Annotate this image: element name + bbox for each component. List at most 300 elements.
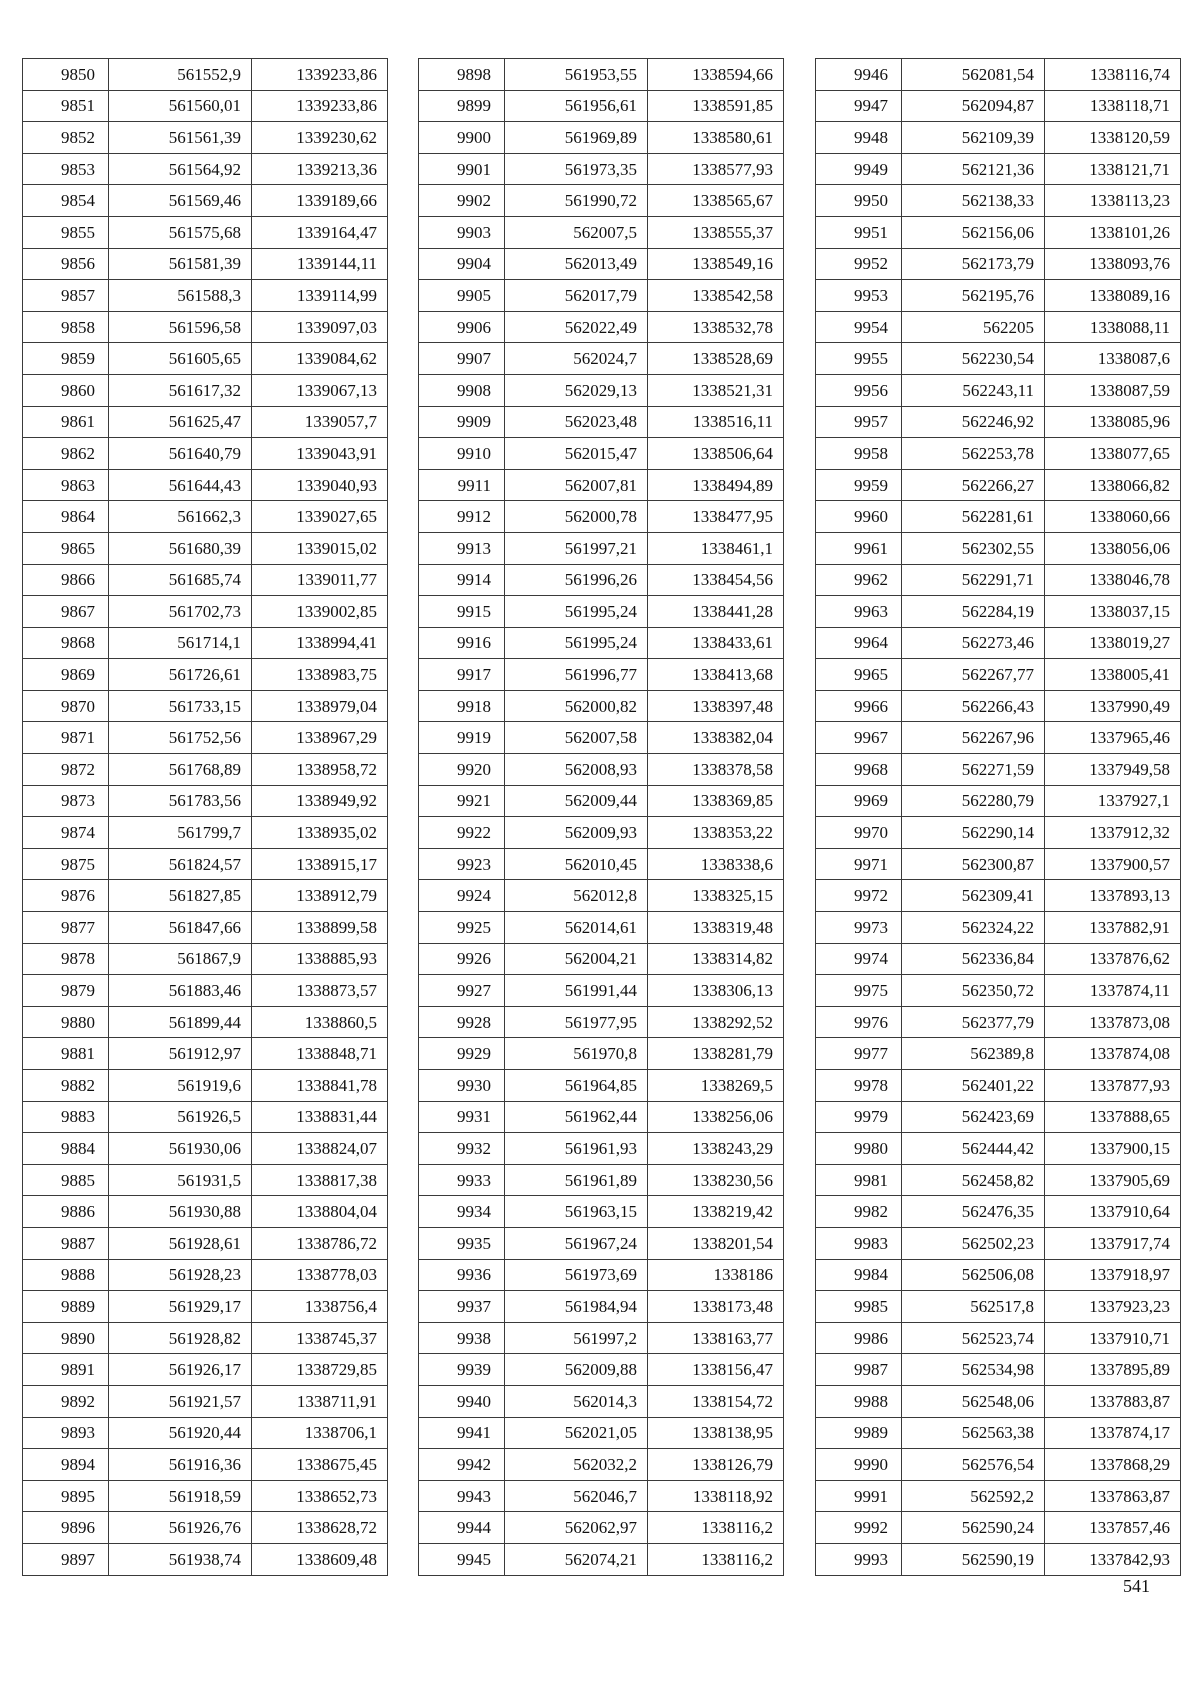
point-number: 9954	[816, 311, 902, 343]
table-row	[816, 785, 1181, 817]
y-coordinate: 1338885,93	[252, 943, 388, 975]
table-row	[419, 912, 784, 944]
y-coordinate: 1339233,86	[252, 90, 388, 122]
table-row	[23, 1291, 388, 1323]
y-coordinate: 1339097,03	[252, 311, 388, 343]
y-coordinate: 1338824,07	[252, 1133, 388, 1165]
y-coordinate: 1338413,68	[648, 659, 784, 691]
y-coordinate: 1338369,85	[648, 785, 784, 817]
table-row	[23, 1196, 388, 1228]
point-number: 9979	[816, 1101, 902, 1133]
table-row	[419, 185, 784, 217]
table-row	[419, 690, 784, 722]
point-number: 9876	[23, 880, 109, 912]
y-coordinate: 1337874,17	[1045, 1417, 1181, 1449]
point-number: 9960	[816, 501, 902, 533]
y-coordinate: 1338729,85	[252, 1354, 388, 1386]
point-number: 9991	[816, 1480, 902, 1512]
x-coordinate: 561867,9	[109, 943, 252, 975]
x-coordinate: 562300,87	[902, 848, 1045, 880]
x-coordinate: 562534,98	[902, 1354, 1045, 1386]
table-row	[816, 690, 1181, 722]
table-row	[419, 785, 784, 817]
table-row	[419, 1006, 784, 1038]
y-coordinate: 1338786,72	[252, 1227, 388, 1259]
x-coordinate: 561685,74	[109, 564, 252, 596]
x-coordinate: 561926,5	[109, 1101, 252, 1133]
point-number: 9864	[23, 501, 109, 533]
x-coordinate: 561928,23	[109, 1259, 252, 1291]
point-number: 9936	[419, 1259, 505, 1291]
x-coordinate: 562032,2	[505, 1449, 648, 1481]
x-coordinate: 562109,39	[902, 122, 1045, 154]
table-row	[23, 1227, 388, 1259]
y-coordinate: 1338087,59	[1045, 374, 1181, 406]
y-coordinate: 1338979,04	[252, 690, 388, 722]
y-coordinate: 1338269,5	[648, 1070, 784, 1102]
table-row	[23, 59, 388, 91]
point-number: 9952	[816, 248, 902, 280]
point-number: 9985	[816, 1291, 902, 1323]
point-number: 9964	[816, 627, 902, 659]
x-coordinate: 561918,59	[109, 1480, 252, 1512]
point-number: 9970	[816, 817, 902, 849]
point-number: 9906	[419, 311, 505, 343]
y-coordinate: 1338848,71	[252, 1038, 388, 1070]
table-row	[816, 1196, 1181, 1228]
table-row	[816, 438, 1181, 470]
table-row	[23, 153, 388, 185]
point-number: 9868	[23, 627, 109, 659]
y-coordinate: 1338549,16	[648, 248, 784, 280]
table-row	[816, 216, 1181, 248]
x-coordinate: 561967,24	[505, 1227, 648, 1259]
point-number: 9909	[419, 406, 505, 438]
point-number: 9943	[419, 1480, 505, 1512]
point-number: 9944	[419, 1512, 505, 1544]
y-coordinate: 1338256,06	[648, 1101, 784, 1133]
x-coordinate: 561995,24	[505, 627, 648, 659]
x-coordinate: 562156,06	[902, 216, 1045, 248]
x-coordinate: 561824,57	[109, 848, 252, 880]
table-row	[23, 216, 388, 248]
y-coordinate: 1338163,77	[648, 1322, 784, 1354]
point-number: 9887	[23, 1227, 109, 1259]
x-coordinate: 561899,44	[109, 1006, 252, 1038]
x-coordinate: 561561,39	[109, 122, 252, 154]
point-number: 9888	[23, 1259, 109, 1291]
y-coordinate: 1338711,91	[252, 1385, 388, 1417]
y-coordinate: 1337910,71	[1045, 1322, 1181, 1354]
point-number: 9854	[23, 185, 109, 217]
point-number: 9931	[419, 1101, 505, 1133]
table-row	[816, 848, 1181, 880]
coordinate-table-2	[418, 58, 784, 1576]
point-number: 9905	[419, 280, 505, 312]
table-row	[419, 1038, 784, 1070]
point-number: 9977	[816, 1038, 902, 1070]
x-coordinate: 561964,85	[505, 1070, 648, 1102]
point-number: 9922	[419, 817, 505, 849]
point-number: 9946	[816, 59, 902, 91]
point-number: 9874	[23, 817, 109, 849]
point-number: 9880	[23, 1006, 109, 1038]
table-row	[23, 1543, 388, 1575]
point-number: 9872	[23, 754, 109, 786]
point-number: 9897	[23, 1543, 109, 1575]
point-number: 9933	[419, 1164, 505, 1196]
x-coordinate: 561768,89	[109, 754, 252, 786]
table-row	[816, 1101, 1181, 1133]
y-coordinate: 1337990,49	[1045, 690, 1181, 722]
table-row	[23, 438, 388, 470]
point-number: 9930	[419, 1070, 505, 1102]
point-number: 9863	[23, 469, 109, 501]
y-coordinate: 1337874,08	[1045, 1038, 1181, 1070]
table-row	[419, 817, 784, 849]
point-number: 9935	[419, 1227, 505, 1259]
table-row	[816, 1385, 1181, 1417]
y-coordinate: 1338817,38	[252, 1164, 388, 1196]
table-row	[419, 501, 784, 533]
table-row	[816, 1291, 1181, 1323]
point-number: 9870	[23, 690, 109, 722]
x-coordinate: 562590,24	[902, 1512, 1045, 1544]
table-row	[23, 1322, 388, 1354]
table-row	[23, 596, 388, 628]
point-number: 9968	[816, 754, 902, 786]
point-number: 9959	[816, 469, 902, 501]
point-number: 9916	[419, 627, 505, 659]
table-row	[419, 659, 784, 691]
y-coordinate: 1338831,44	[252, 1101, 388, 1133]
y-coordinate: 1338652,73	[252, 1480, 388, 1512]
y-coordinate: 1337877,93	[1045, 1070, 1181, 1102]
table-row	[816, 943, 1181, 975]
y-coordinate: 1339230,62	[252, 122, 388, 154]
x-coordinate: 561617,32	[109, 374, 252, 406]
table-row	[816, 374, 1181, 406]
point-number: 9929	[419, 1038, 505, 1070]
y-coordinate: 1338101,26	[1045, 216, 1181, 248]
x-coordinate: 562302,55	[902, 532, 1045, 564]
y-coordinate: 1338958,72	[252, 754, 388, 786]
y-coordinate: 1338706,1	[252, 1417, 388, 1449]
y-coordinate: 1338899,58	[252, 912, 388, 944]
point-number: 9901	[419, 153, 505, 185]
y-coordinate: 1338126,79	[648, 1449, 784, 1481]
y-coordinate: 1338577,93	[648, 153, 784, 185]
x-coordinate: 562266,43	[902, 690, 1045, 722]
x-coordinate: 562014,3	[505, 1385, 648, 1417]
table-row	[419, 627, 784, 659]
table-row	[23, 311, 388, 343]
x-coordinate: 562590,19	[902, 1543, 1045, 1575]
table-row	[419, 1101, 784, 1133]
y-coordinate: 1338138,95	[648, 1417, 784, 1449]
point-number: 9907	[419, 343, 505, 375]
x-coordinate: 561995,24	[505, 596, 648, 628]
x-coordinate: 562253,78	[902, 438, 1045, 470]
x-coordinate: 561662,3	[109, 501, 252, 533]
x-coordinate: 561996,26	[505, 564, 648, 596]
x-coordinate: 561640,79	[109, 438, 252, 470]
point-number: 9890	[23, 1322, 109, 1354]
y-coordinate: 1338609,48	[252, 1543, 388, 1575]
y-coordinate: 1338118,71	[1045, 90, 1181, 122]
table-row	[23, 1038, 388, 1070]
table-row	[816, 59, 1181, 91]
point-number: 9851	[23, 90, 109, 122]
point-number: 9852	[23, 122, 109, 154]
table-row	[419, 280, 784, 312]
x-coordinate: 562007,81	[505, 469, 648, 501]
point-number: 9939	[419, 1354, 505, 1386]
y-coordinate: 1338382,04	[648, 722, 784, 754]
point-number: 9969	[816, 785, 902, 817]
x-coordinate: 562029,13	[505, 374, 648, 406]
y-coordinate: 1338441,28	[648, 596, 784, 628]
y-coordinate: 1338454,56	[648, 564, 784, 596]
table-row	[23, 1417, 388, 1449]
x-coordinate: 561929,17	[109, 1291, 252, 1323]
table-row	[816, 1512, 1181, 1544]
x-coordinate: 561969,89	[505, 122, 648, 154]
y-coordinate: 1339043,91	[252, 438, 388, 470]
table-row	[419, 469, 784, 501]
table-row	[419, 532, 784, 564]
point-number: 9992	[816, 1512, 902, 1544]
table-row	[419, 1070, 784, 1102]
coordinate-tables	[22, 58, 1177, 1576]
x-coordinate: 562009,44	[505, 785, 648, 817]
x-coordinate: 562173,79	[902, 248, 1045, 280]
y-coordinate: 1338494,89	[648, 469, 784, 501]
x-coordinate: 561560,01	[109, 90, 252, 122]
point-number: 9953	[816, 280, 902, 312]
point-number: 9885	[23, 1164, 109, 1196]
table-row	[816, 1259, 1181, 1291]
y-coordinate: 1338338,6	[648, 848, 784, 880]
y-coordinate: 1337917,74	[1045, 1227, 1181, 1259]
table-row	[816, 1070, 1181, 1102]
x-coordinate: 561912,97	[109, 1038, 252, 1070]
point-number: 9894	[23, 1449, 109, 1481]
x-coordinate: 562243,11	[902, 374, 1045, 406]
point-number: 9917	[419, 659, 505, 691]
x-coordinate: 562081,54	[902, 59, 1045, 91]
point-number: 9961	[816, 532, 902, 564]
y-coordinate: 1338353,22	[648, 817, 784, 849]
y-coordinate: 1338113,23	[1045, 185, 1181, 217]
y-coordinate: 1337868,29	[1045, 1449, 1181, 1481]
table-row	[419, 1543, 784, 1575]
table-row	[419, 596, 784, 628]
point-number: 9978	[816, 1070, 902, 1102]
x-coordinate: 562281,61	[902, 501, 1045, 533]
table-row	[419, 880, 784, 912]
table-row	[419, 1385, 784, 1417]
y-coordinate: 1337927,1	[1045, 785, 1181, 817]
y-coordinate: 1338756,4	[252, 1291, 388, 1323]
x-coordinate: 562195,76	[902, 280, 1045, 312]
x-coordinate: 561928,82	[109, 1322, 252, 1354]
table-row	[816, 90, 1181, 122]
x-coordinate: 561575,68	[109, 216, 252, 248]
y-coordinate: 1338116,2	[648, 1512, 784, 1544]
point-number: 9962	[816, 564, 902, 596]
table-row	[419, 1291, 784, 1323]
table-row	[816, 1449, 1181, 1481]
point-number: 9858	[23, 311, 109, 343]
x-coordinate: 561956,61	[505, 90, 648, 122]
point-number: 9990	[816, 1449, 902, 1481]
point-number: 9875	[23, 848, 109, 880]
coordinate-table-1	[22, 58, 388, 1576]
y-coordinate: 1338281,79	[648, 1038, 784, 1070]
x-coordinate: 562350,72	[902, 975, 1045, 1007]
x-coordinate: 562267,77	[902, 659, 1045, 691]
point-number: 9993	[816, 1543, 902, 1575]
x-coordinate: 562121,36	[902, 153, 1045, 185]
table-row	[816, 722, 1181, 754]
table-row	[23, 690, 388, 722]
table-row	[23, 343, 388, 375]
x-coordinate: 562506,08	[902, 1259, 1045, 1291]
y-coordinate: 1338521,31	[648, 374, 784, 406]
point-number: 9873	[23, 785, 109, 817]
x-coordinate: 562062,97	[505, 1512, 648, 1544]
y-coordinate: 1338542,58	[648, 280, 784, 312]
y-coordinate: 1338093,76	[1045, 248, 1181, 280]
x-coordinate: 561961,93	[505, 1133, 648, 1165]
point-number: 9981	[816, 1164, 902, 1196]
table-row	[23, 785, 388, 817]
point-number: 9867	[23, 596, 109, 628]
point-number: 9857	[23, 280, 109, 312]
point-number: 9934	[419, 1196, 505, 1228]
point-number: 9927	[419, 975, 505, 1007]
point-number: 9975	[816, 975, 902, 1007]
x-coordinate: 562015,47	[505, 438, 648, 470]
y-coordinate: 1339040,93	[252, 469, 388, 501]
y-coordinate: 1338314,82	[648, 943, 784, 975]
table-row	[23, 1354, 388, 1386]
y-coordinate: 1338675,45	[252, 1449, 388, 1481]
y-coordinate: 1337888,65	[1045, 1101, 1181, 1133]
y-coordinate: 1337893,13	[1045, 880, 1181, 912]
y-coordinate: 1338120,59	[1045, 122, 1181, 154]
x-coordinate: 562324,22	[902, 912, 1045, 944]
x-coordinate: 562205	[902, 311, 1045, 343]
point-number: 9956	[816, 374, 902, 406]
point-number: 9920	[419, 754, 505, 786]
table-row	[816, 248, 1181, 280]
point-number: 9983	[816, 1227, 902, 1259]
table-row	[23, 722, 388, 754]
y-coordinate: 1337863,87	[1045, 1480, 1181, 1512]
table-row	[816, 1133, 1181, 1165]
y-coordinate: 1338173,48	[648, 1291, 784, 1323]
y-coordinate: 1338077,65	[1045, 438, 1181, 470]
x-coordinate: 562563,38	[902, 1417, 1045, 1449]
x-coordinate: 561564,92	[109, 153, 252, 185]
point-number: 9862	[23, 438, 109, 470]
y-coordinate: 1338378,58	[648, 754, 784, 786]
point-number: 9963	[816, 596, 902, 628]
table-row	[23, 469, 388, 501]
x-coordinate: 562458,82	[902, 1164, 1045, 1196]
point-number: 9976	[816, 1006, 902, 1038]
table-row	[419, 343, 784, 375]
y-coordinate: 1338397,48	[648, 690, 784, 722]
x-coordinate: 562517,8	[902, 1291, 1045, 1323]
coordinate-table-3	[815, 58, 1181, 1576]
point-number: 9949	[816, 153, 902, 185]
x-coordinate: 562007,5	[505, 216, 648, 248]
table-row	[23, 374, 388, 406]
y-coordinate: 1338983,75	[252, 659, 388, 691]
x-coordinate: 561588,3	[109, 280, 252, 312]
point-number: 9942	[419, 1449, 505, 1481]
x-coordinate: 562010,45	[505, 848, 648, 880]
point-number: 9988	[816, 1385, 902, 1417]
point-number: 9965	[816, 659, 902, 691]
x-coordinate: 561953,55	[505, 59, 648, 91]
point-number: 9948	[816, 122, 902, 154]
table-row	[23, 1164, 388, 1196]
x-coordinate: 562401,22	[902, 1070, 1045, 1102]
table-row	[816, 1480, 1181, 1512]
x-coordinate: 562074,21	[505, 1543, 648, 1575]
y-coordinate: 1338201,54	[648, 1227, 784, 1259]
point-number: 9972	[816, 880, 902, 912]
y-coordinate: 1338056,06	[1045, 532, 1181, 564]
y-coordinate: 1338089,16	[1045, 280, 1181, 312]
point-number: 9941	[419, 1417, 505, 1449]
table-row	[23, 501, 388, 533]
point-number: 9974	[816, 943, 902, 975]
point-number: 9911	[419, 469, 505, 501]
y-coordinate: 1339015,02	[252, 532, 388, 564]
table-row	[419, 1417, 784, 1449]
y-coordinate: 1339002,85	[252, 596, 388, 628]
x-coordinate: 562476,35	[902, 1196, 1045, 1228]
point-number: 9889	[23, 1291, 109, 1323]
table-row	[816, 1543, 1181, 1575]
x-coordinate: 562271,59	[902, 754, 1045, 786]
table-row	[23, 1259, 388, 1291]
x-coordinate: 561931,5	[109, 1164, 252, 1196]
table-row	[419, 1449, 784, 1481]
point-number: 9915	[419, 596, 505, 628]
x-coordinate: 562267,96	[902, 722, 1045, 754]
point-number: 9903	[419, 216, 505, 248]
point-number: 9879	[23, 975, 109, 1007]
y-coordinate: 1339213,36	[252, 153, 388, 185]
table-row	[23, 1101, 388, 1133]
point-number: 9925	[419, 912, 505, 944]
x-coordinate: 561930,88	[109, 1196, 252, 1228]
y-coordinate: 1338066,82	[1045, 469, 1181, 501]
table-row	[816, 1322, 1181, 1354]
x-coordinate: 561827,85	[109, 880, 252, 912]
table-row	[419, 122, 784, 154]
table-row	[816, 880, 1181, 912]
table-row	[816, 153, 1181, 185]
table-row	[816, 122, 1181, 154]
x-coordinate: 561973,35	[505, 153, 648, 185]
